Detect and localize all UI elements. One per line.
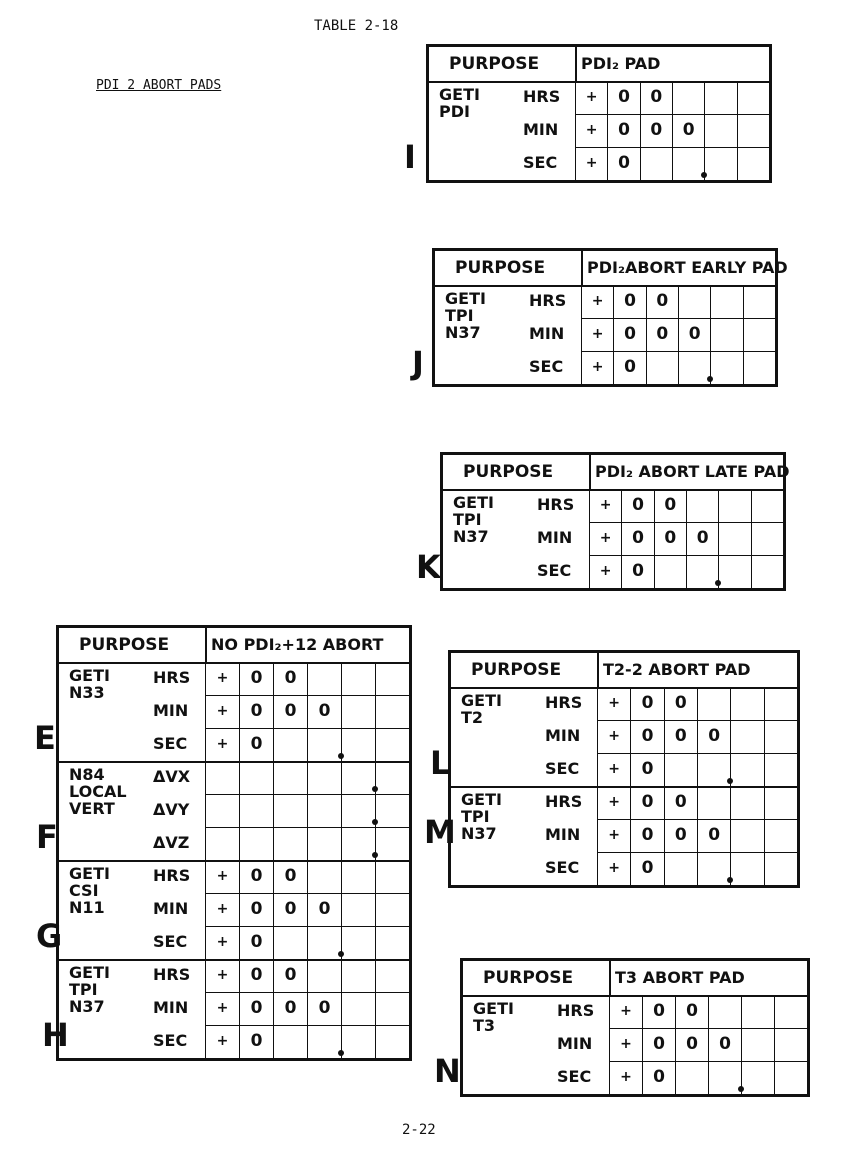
digit-cell[interactable]: 0 (239, 860, 273, 893)
digit-cell[interactable]: 0 (664, 687, 697, 720)
digit-cell[interactable] (341, 662, 375, 695)
digit-cell[interactable] (205, 794, 239, 827)
digit-cell[interactable]: + (589, 555, 621, 588)
group-label: GETI TPI N37 (445, 289, 486, 342)
digit-cell[interactable]: 0 (273, 695, 307, 728)
purpose-label: PURPOSE (483, 968, 574, 988)
digit-cell[interactable]: 0 (239, 893, 273, 926)
digit-cell[interactable]: 0 (630, 819, 663, 852)
pad-header: PDI₂ABORT EARLY PAD (587, 258, 788, 277)
digit-cell[interactable]: 0 (678, 318, 710, 351)
digit-cell[interactable] (764, 753, 797, 786)
digit-cell[interactable] (708, 1061, 741, 1094)
digit-cell[interactable] (672, 81, 704, 114)
digit-cell[interactable]: + (581, 318, 613, 351)
pad-header: T3 ABORT PAD (615, 968, 745, 987)
digit-cell[interactable]: + (597, 720, 630, 753)
decimal-point (372, 852, 378, 858)
pad-letter: H (42, 1016, 69, 1054)
digit-cell[interactable] (774, 1061, 807, 1094)
digit-cell[interactable] (341, 827, 375, 860)
digit-cell[interactable] (375, 959, 409, 992)
digit-cell[interactable]: + (597, 753, 630, 786)
digit-cell[interactable]: + (205, 662, 239, 695)
digit-cell[interactable]: 0 (273, 662, 307, 695)
decimal-point (372, 786, 378, 792)
pad-letter: N (434, 1052, 461, 1090)
digit-cell[interactable]: 0 (630, 852, 663, 885)
digit-cell[interactable] (239, 761, 273, 794)
digit-cell[interactable] (730, 852, 763, 885)
digit-cell[interactable] (697, 786, 730, 819)
digit-cell[interactable]: 0 (697, 720, 730, 753)
abort-pad (440, 452, 790, 591)
digit-cell[interactable] (743, 318, 775, 351)
purpose-label: PURPOSE (463, 462, 554, 482)
digit-cell[interactable] (273, 761, 307, 794)
digit-cell[interactable] (764, 786, 797, 819)
row-unit-label: HRS (545, 792, 583, 811)
table-number: TABLE 2-18 (314, 18, 399, 34)
digit-cell[interactable]: 0 (613, 285, 645, 318)
digit-cell[interactable] (764, 720, 797, 753)
digit-cell[interactable] (686, 489, 718, 522)
digit-cell[interactable] (273, 1025, 307, 1058)
digit-cell[interactable]: + (589, 489, 621, 522)
digit-cell[interactable] (697, 687, 730, 720)
group-label: GETI T3 (473, 999, 514, 1035)
group-label: N84 LOCAL VERT (69, 765, 127, 818)
pad-header: PDI₂ PAD (581, 54, 661, 73)
row-unit-label: ΔVZ (153, 833, 190, 852)
row-unit-label: MIN (153, 998, 189, 1017)
digit-cell[interactable]: 0 (630, 687, 663, 720)
decimal-point (738, 1086, 744, 1092)
digit-cell[interactable]: + (609, 995, 642, 1028)
digit-cell[interactable]: + (205, 695, 239, 728)
digit-cell[interactable]: 0 (664, 720, 697, 753)
digit-cell[interactable] (678, 285, 710, 318)
digit-cell[interactable]: 0 (686, 522, 718, 555)
digit-cell[interactable] (710, 351, 742, 384)
digit-cell[interactable]: 0 (239, 926, 273, 959)
decimal-point (338, 951, 344, 957)
digit-cell[interactable]: 0 (642, 995, 675, 1028)
digit-cell[interactable] (704, 147, 736, 180)
digit-cell[interactable]: 0 (642, 1028, 675, 1061)
digit-cell[interactable]: + (205, 959, 239, 992)
row-unit-label: SEC (545, 858, 580, 877)
digit-cell[interactable] (737, 147, 769, 180)
digit-cell[interactable] (341, 695, 375, 728)
digit-cell[interactable]: 0 (273, 959, 307, 992)
digit-cell[interactable]: + (589, 522, 621, 555)
digit-cell[interactable] (375, 893, 409, 926)
digit-cell[interactable] (675, 1061, 708, 1094)
digit-cell[interactable] (239, 827, 273, 860)
digit-cell[interactable] (710, 318, 742, 351)
digit-cell[interactable] (764, 687, 797, 720)
digit-cell[interactable] (646, 351, 678, 384)
digit-cell[interactable] (307, 728, 341, 761)
group-label: GETI T2 (461, 691, 502, 727)
digit-cell[interactable] (375, 926, 409, 959)
pad-header: T2-2 ABORT PAD (603, 660, 751, 679)
digit-cell[interactable]: 0 (607, 114, 639, 147)
digit-cell[interactable] (307, 794, 341, 827)
digit-cell[interactable]: 0 (307, 992, 341, 1025)
digit-cell[interactable]: 0 (239, 662, 273, 695)
digit-cell[interactable] (764, 852, 797, 885)
digit-cell[interactable] (341, 926, 375, 959)
group-label: GETI N33 (69, 666, 110, 702)
header-divider (609, 961, 611, 995)
row-unit-label: HRS (557, 1001, 595, 1020)
page-number: 2-22 (402, 1122, 436, 1138)
header-divider (575, 47, 577, 81)
digit-cell[interactable]: 0 (607, 81, 639, 114)
digit-cell[interactable] (375, 1025, 409, 1058)
digit-cell[interactable] (273, 827, 307, 860)
purpose-label: PURPOSE (449, 54, 540, 74)
digit-cell[interactable]: + (597, 852, 630, 885)
group-label: GETI TPI N37 (461, 790, 502, 843)
pad-letter: J (412, 344, 424, 382)
digit-cell[interactable]: 0 (239, 959, 273, 992)
digit-cell[interactable] (737, 114, 769, 147)
decimal-point (338, 1050, 344, 1056)
row-unit-label: ΔVY (153, 800, 190, 819)
digit-cell[interactable]: + (205, 1025, 239, 1058)
digit-cell[interactable] (307, 959, 341, 992)
digit-cell[interactable] (375, 728, 409, 761)
digit-cell[interactable]: + (609, 1028, 642, 1061)
digit-cell[interactable] (774, 995, 807, 1028)
digit-cell[interactable] (710, 285, 742, 318)
digit-cell[interactable]: 0 (708, 1028, 741, 1061)
digit-cell[interactable] (737, 81, 769, 114)
digit-cell[interactable]: 0 (646, 285, 678, 318)
digit-cell[interactable] (341, 761, 375, 794)
group-label: GETI TPI N37 (453, 493, 494, 546)
digit-cell[interactable]: + (205, 728, 239, 761)
row-unit-label: SEC (523, 153, 558, 172)
digit-cell[interactable] (743, 351, 775, 384)
digit-cell[interactable]: 0 (239, 695, 273, 728)
digit-cell[interactable] (730, 753, 763, 786)
purpose-label: PURPOSE (79, 635, 170, 655)
digit-cell[interactable] (764, 819, 797, 852)
digit-cell[interactable] (708, 995, 741, 1028)
digit-cell[interactable]: 0 (630, 786, 663, 819)
row-unit-label: SEC (529, 357, 564, 376)
row-unit-label: MIN (545, 726, 581, 745)
row-unit-label: HRS (153, 965, 191, 984)
row-unit-label: SEC (153, 932, 188, 951)
header-divider (597, 653, 599, 687)
digit-cell[interactable]: 0 (697, 819, 730, 852)
digit-cell[interactable]: 0 (239, 992, 273, 1025)
digit-cell[interactable]: 0 (664, 819, 697, 852)
row-unit-label: HRS (545, 693, 583, 712)
pad-letter: G (36, 917, 63, 955)
digit-cell[interactable] (341, 860, 375, 893)
pad-letter: M (424, 813, 456, 851)
abort-pad (56, 625, 412, 1061)
purpose-label: PURPOSE (471, 660, 562, 680)
digit-cell[interactable] (341, 1025, 375, 1058)
digit-cell[interactable] (375, 827, 409, 860)
digit-cell[interactable]: 0 (273, 992, 307, 1025)
digit-cell[interactable] (341, 728, 375, 761)
pad-letter: E (34, 719, 56, 757)
abort-pad (432, 248, 788, 387)
digit-cell[interactable] (307, 662, 341, 695)
pad-header: NO PDI₂+12 ABORT (211, 635, 384, 654)
digit-cell[interactable] (307, 827, 341, 860)
digit-cell[interactable] (686, 555, 718, 588)
digit-cell[interactable]: + (575, 114, 607, 147)
digit-cell[interactable] (341, 959, 375, 992)
digit-cell[interactable]: + (597, 687, 630, 720)
digit-cell[interactable]: 0 (672, 114, 704, 147)
digit-cell[interactable] (730, 687, 763, 720)
digit-cell[interactable] (697, 852, 730, 885)
digit-cell[interactable]: 0 (640, 114, 672, 147)
decimal-point (372, 819, 378, 825)
digit-cell[interactable] (730, 720, 763, 753)
row-unit-label: MIN (537, 528, 573, 547)
digit-cell[interactable] (743, 285, 775, 318)
digit-cell[interactable]: 0 (307, 893, 341, 926)
row-unit-label: MIN (557, 1034, 593, 1053)
row-unit-label: MIN (529, 324, 565, 343)
digit-cell[interactable]: 0 (621, 489, 653, 522)
row-unit-label: SEC (153, 734, 188, 753)
digit-cell[interactable] (205, 761, 239, 794)
digit-cell[interactable]: 0 (630, 753, 663, 786)
digit-cell[interactable] (718, 555, 750, 588)
row-unit-label: SEC (545, 759, 580, 778)
digit-cell[interactable] (741, 995, 774, 1028)
digit-cell[interactable] (678, 351, 710, 384)
digit-cell[interactable]: 0 (607, 147, 639, 180)
digit-cell[interactable] (718, 522, 750, 555)
digit-cell[interactable]: + (205, 926, 239, 959)
digit-cell[interactable] (307, 1025, 341, 1058)
row-unit-label: SEC (537, 561, 572, 580)
group-label: GETI PDI (439, 85, 480, 121)
digit-cell[interactable]: 0 (654, 522, 686, 555)
digit-cell[interactable] (307, 761, 341, 794)
row-unit-label: MIN (153, 701, 189, 720)
header-divider (205, 628, 207, 662)
digit-cell[interactable] (730, 786, 763, 819)
digit-cell[interactable] (341, 794, 375, 827)
pad-letter: I (404, 138, 416, 176)
digit-cell[interactable]: 0 (675, 1028, 708, 1061)
group-label: GETI TPI N37 (69, 963, 110, 1016)
digit-cell[interactable]: 0 (621, 555, 653, 588)
digit-cell[interactable]: 0 (642, 1061, 675, 1094)
digit-cell[interactable] (774, 1028, 807, 1061)
digit-cell[interactable]: 0 (664, 786, 697, 819)
digit-cell[interactable] (704, 81, 736, 114)
purpose-label: PURPOSE (455, 258, 546, 278)
digit-cell[interactable]: 0 (239, 1025, 273, 1058)
header-divider (581, 251, 583, 285)
digit-cell[interactable]: 0 (630, 720, 663, 753)
digit-cell[interactable]: 0 (654, 489, 686, 522)
row-unit-label: MIN (523, 120, 559, 139)
digit-cell[interactable] (375, 860, 409, 893)
digit-cell[interactable] (718, 489, 750, 522)
digit-cell[interactable] (704, 114, 736, 147)
digit-cell[interactable] (375, 992, 409, 1025)
digit-cell[interactable] (341, 893, 375, 926)
row-unit-label: HRS (153, 866, 191, 885)
row-unit-label: HRS (523, 87, 561, 106)
group-label: GETI CSI N11 (69, 864, 110, 917)
digit-cell[interactable]: + (597, 819, 630, 852)
digit-cell[interactable]: 0 (239, 728, 273, 761)
digit-cell[interactable]: 0 (640, 81, 672, 114)
digit-cell[interactable]: + (205, 860, 239, 893)
digit-cell[interactable] (307, 860, 341, 893)
digit-cell[interactable] (640, 147, 672, 180)
digit-cell[interactable]: 0 (613, 351, 645, 384)
pad-header: PDI₂ ABORT LATE PAD (595, 462, 790, 481)
digit-cell[interactable] (751, 489, 783, 522)
digit-cell[interactable] (751, 522, 783, 555)
decimal-point (338, 753, 344, 759)
digit-cell[interactable] (273, 794, 307, 827)
digit-cell[interactable] (741, 1061, 774, 1094)
abort-pad (448, 650, 800, 888)
digit-cell[interactable]: + (581, 285, 613, 318)
digit-cell[interactable]: + (575, 147, 607, 180)
digit-cell[interactable] (697, 753, 730, 786)
row-unit-label: MIN (545, 825, 581, 844)
digit-cell[interactable] (375, 761, 409, 794)
digit-cell[interactable]: + (205, 992, 239, 1025)
header-divider (589, 455, 591, 489)
row-unit-label: SEC (153, 1031, 188, 1050)
digit-cell[interactable] (664, 852, 697, 885)
digit-cell[interactable]: 0 (273, 860, 307, 893)
row-unit-label: HRS (537, 495, 575, 514)
digit-cell[interactable]: + (575, 81, 607, 114)
digit-cell[interactable] (375, 662, 409, 695)
digit-cell[interactable] (273, 926, 307, 959)
row-unit-label: HRS (153, 668, 191, 687)
digit-cell[interactable] (205, 827, 239, 860)
digit-cell[interactable]: + (581, 351, 613, 384)
digit-cell[interactable] (307, 926, 341, 959)
digit-cell[interactable] (654, 555, 686, 588)
digit-cell[interactable]: 0 (675, 995, 708, 1028)
digit-cell[interactable]: 0 (621, 522, 653, 555)
digit-cell[interactable] (341, 992, 375, 1025)
digit-cell[interactable] (751, 555, 783, 588)
pad-letter: K (416, 548, 441, 586)
digit-cell[interactable]: 0 (646, 318, 678, 351)
pad-letter: F (36, 818, 58, 856)
document-subtitle: PDI 2 ABORT PADS (96, 78, 222, 93)
digit-cell[interactable]: + (597, 786, 630, 819)
pad-letter: L (430, 744, 451, 782)
digit-cell[interactable] (730, 819, 763, 852)
digit-cell[interactable]: + (205, 893, 239, 926)
digit-cell[interactable] (375, 794, 409, 827)
row-unit-label: SEC (557, 1067, 592, 1086)
digit-cell[interactable] (239, 794, 273, 827)
digit-cell[interactable]: + (609, 1061, 642, 1094)
digit-cell[interactable]: 0 (613, 318, 645, 351)
row-unit-label: MIN (153, 899, 189, 918)
abort-pad (460, 958, 810, 1097)
row-unit-label: HRS (529, 291, 567, 310)
digit-cell[interactable] (375, 695, 409, 728)
digit-cell[interactable] (664, 753, 697, 786)
abort-pad (426, 44, 772, 183)
digit-cell[interactable]: 0 (273, 893, 307, 926)
digit-cell[interactable] (741, 1028, 774, 1061)
digit-cell[interactable]: 0 (307, 695, 341, 728)
row-unit-label: ΔVX (153, 767, 191, 786)
digit-cell[interactable] (273, 728, 307, 761)
digit-cell[interactable] (672, 147, 704, 180)
